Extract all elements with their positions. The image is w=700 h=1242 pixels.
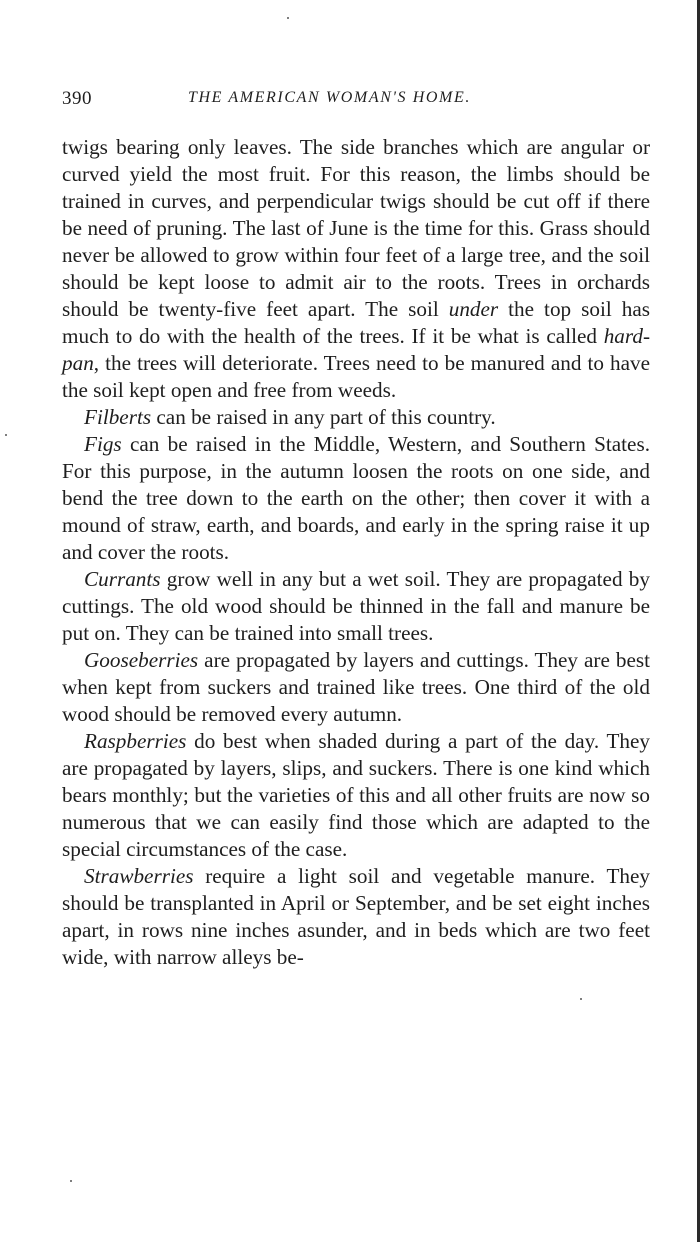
paragraph-raspberries [62,728,650,863]
emphasis-word: hard-pan [62,324,650,375]
paragraph-gooseberries [62,647,650,728]
paragraph-text: twigs bearing only leaves. The side branches which are angular or curved yield the most fruit. For this reason, the limbs should be trained in curves, and perpendicular twigs should be cut off if there be need of pruning. The last of June is the time for this. Grass should never be allowed to grow within four feet of a large tree, and the soil should be kept loose to admit air to the roots. Trees in orchards should be twenty-five feet apart. The soil [62,135,650,321]
paragraph-lead-term: Currants [84,567,161,591]
paragraph-text: , the trees will deteriorate. Trees need to be manured and to have the soil kept open and free from weeds. [62,351,650,402]
running-header [62,88,652,114]
paragraph-text: do best when shaded during a part of the day. They are propagated by layers, slips, and suckers. There is one kind which bears monthly; but the varieties of this and all other fruits are now so numerous that we can easily find those which are adapted to the special circumstances of the case. [62,729,650,861]
emphasis-word: under [448,297,499,321]
print-speck [70,1180,72,1182]
paragraph-strawberries [62,863,650,971]
paragraph-text: require a light soil and vegetable manure. They should be transplanted in April or September, and be set eight inches apart, in rows nine inches asunder, and in beds which are two feet wide, with narrow alleys be- [62,864,650,969]
body-text [62,134,650,971]
paragraph-text: grow well in any but a wet soil. They are propagated by cuttings. The old wood should be thinned in the fall and manure be put on. They can be trained into small trees. [62,567,650,645]
running-title: THE AMERICAN WOMAN'S HOME. [188,89,471,106]
print-speck [580,998,582,1000]
paragraph-text: can be raised in the Middle, Western, and Southern States. For this purpose, in the autumn loosen the roots on one side, and bend the tree down to the earth on the other; then cover it with a mound of straw, earth, and boards, and early in the spring raise it up and cover the roots. [62,432,650,564]
print-speck [5,434,7,436]
paragraph-lead-term: Figs [84,432,122,456]
paragraph-currants [62,566,650,647]
print-speck [287,17,289,19]
paragraph-figs [62,431,650,566]
paragraph-text: can be raised in any part of this country. [151,405,496,429]
paragraph-lead-term: Gooseberries [84,648,199,672]
paragraph-filberts [62,404,650,431]
page-number: 390 [62,88,92,109]
paragraph-text: the top soil has much to do with the health of the trees. If it be what is called [62,297,650,348]
paragraph-continuation [62,134,650,404]
paragraph-lead-term: Raspberries [84,729,187,753]
paragraph-lead-term: Strawberries [84,864,194,888]
paragraph-lead-term: Filberts [84,405,152,429]
paragraph-text: are propagated by layers and cuttings. They are best when kept from suckers and trained like trees. One third of the old wood should be removed every autumn. [62,648,650,726]
